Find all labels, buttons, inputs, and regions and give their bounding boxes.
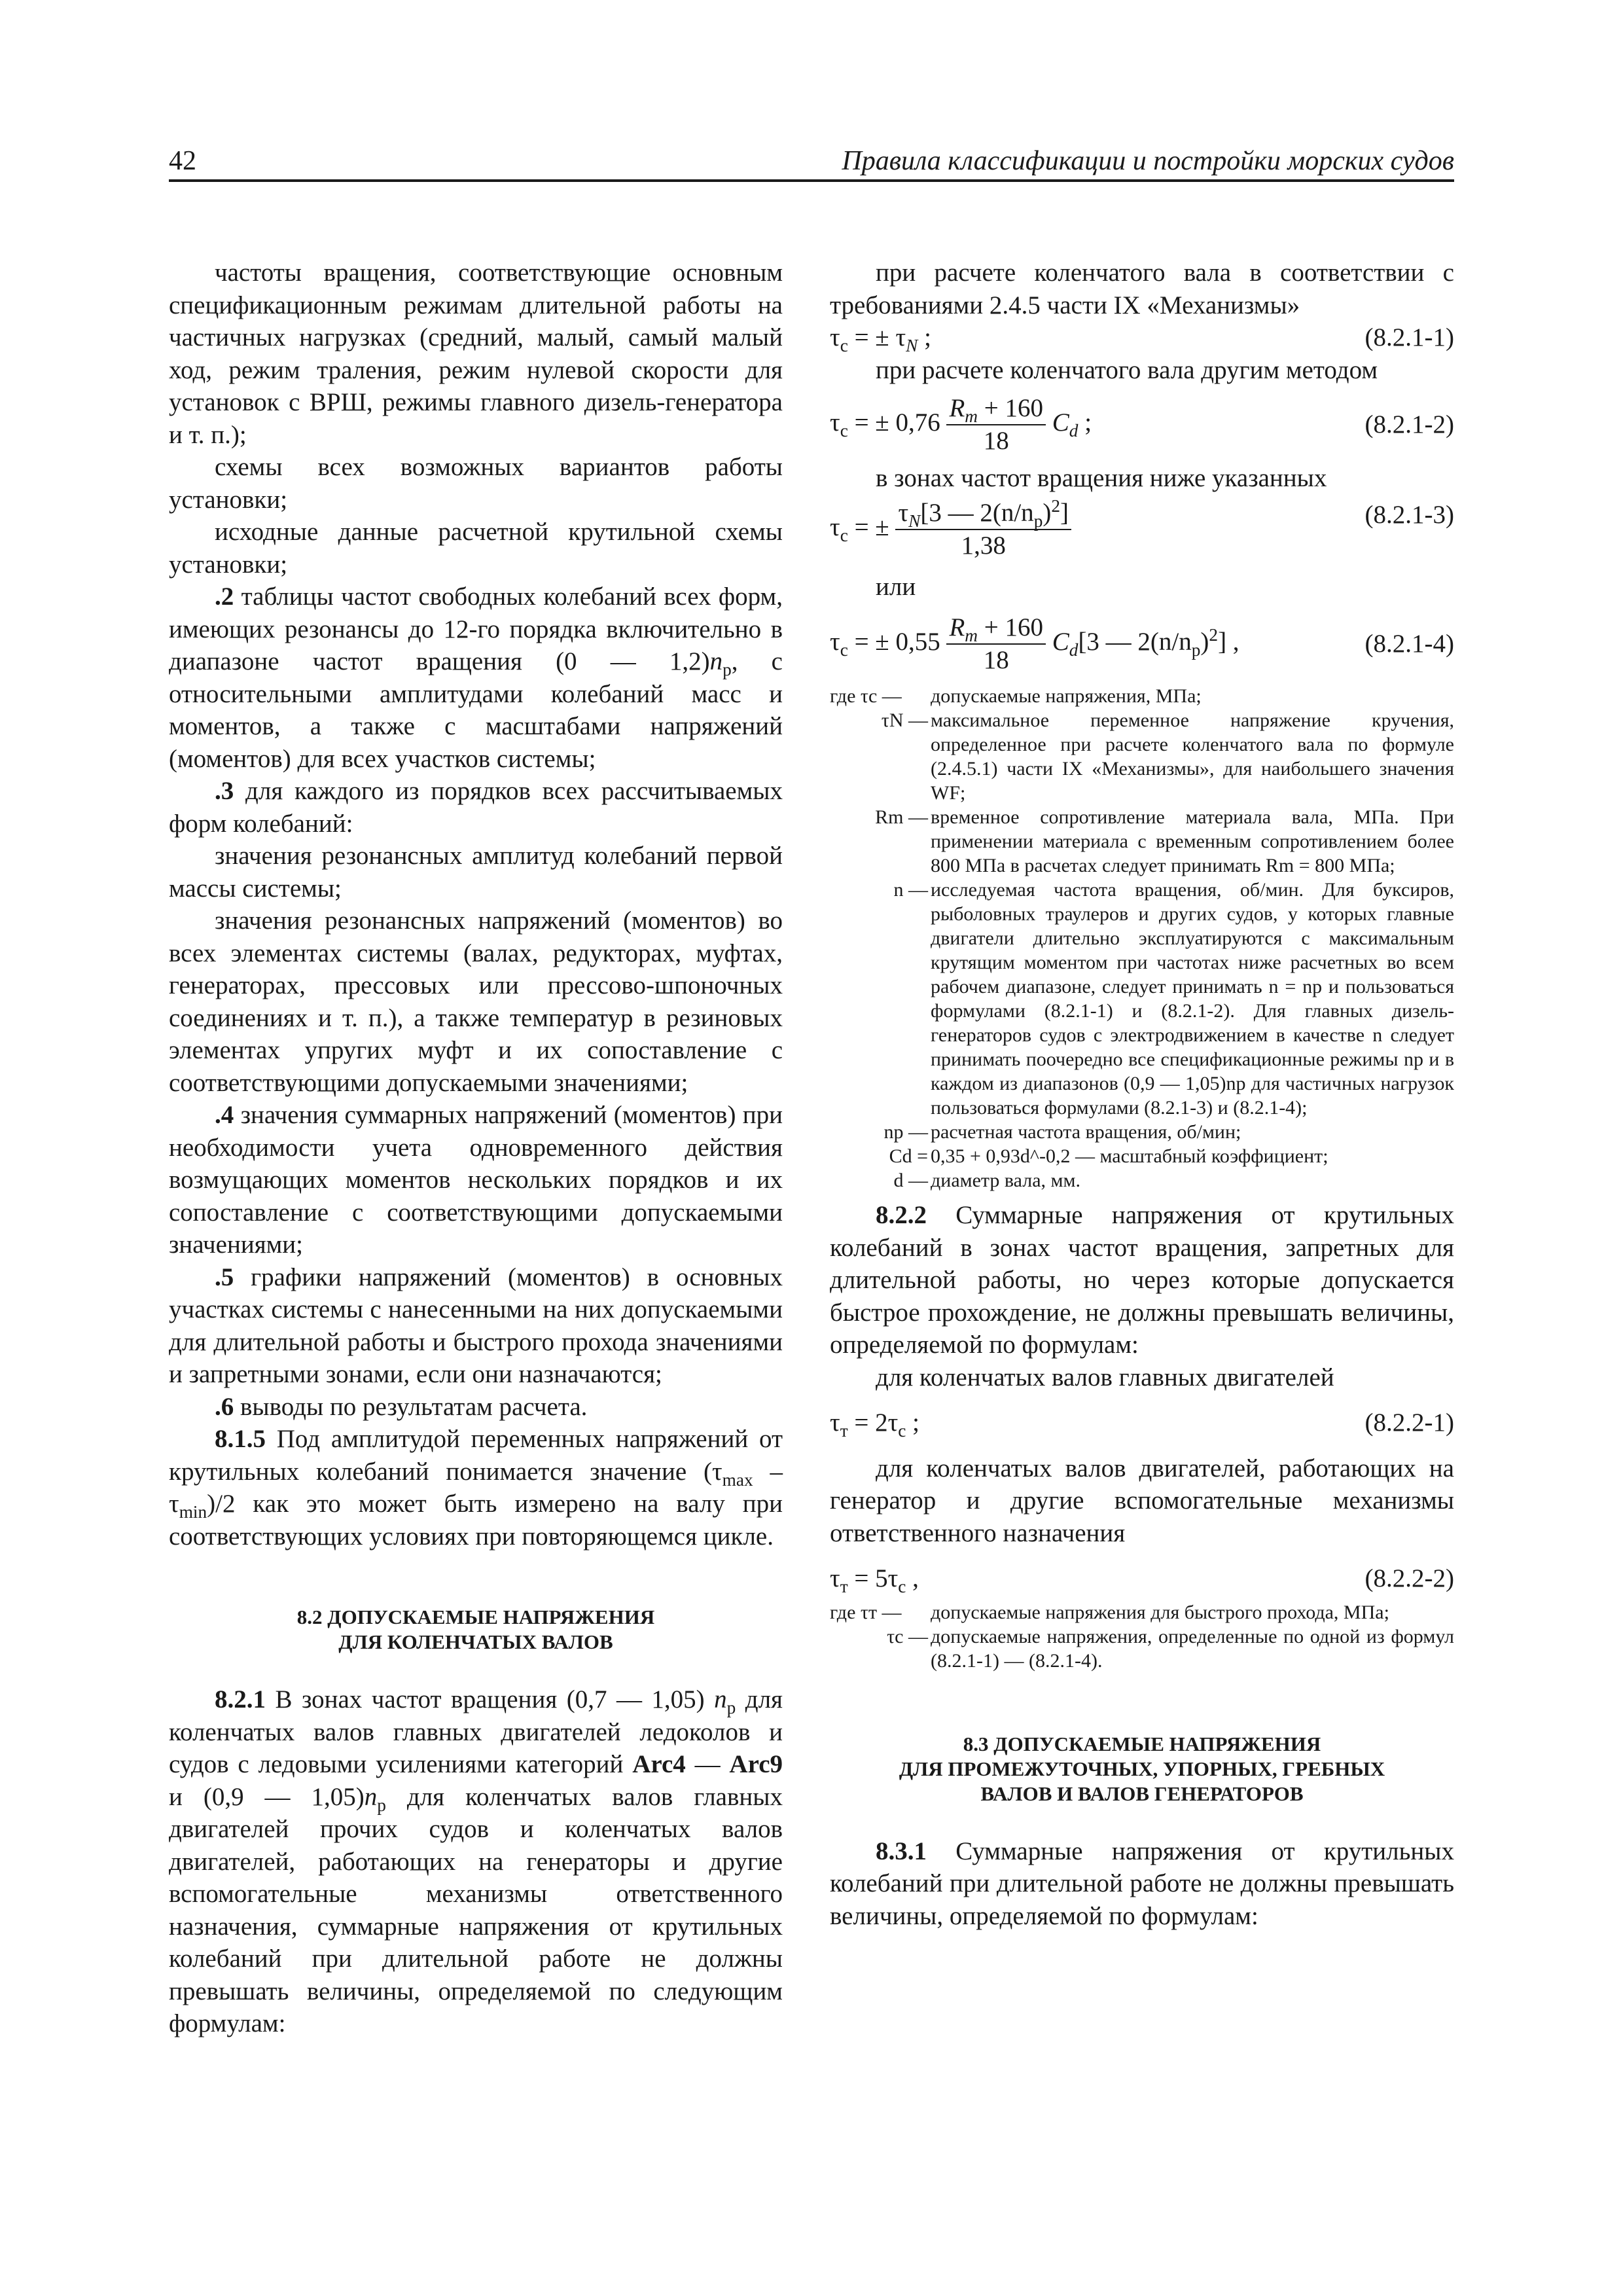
item-number: .2 bbox=[215, 583, 234, 611]
legend-row: τc — допускаемые напряжения, определенные по одной из формул (8.2.1-1) — (8.2.1-4). bbox=[887, 1625, 1454, 1672]
paragraph: 8.1.5 Под амплитудой переменных напряжений от крутильных колебаний понимается значение $(\tau_{max} - \tau_{min})/2$ как это может быть измерено на валу при соответствующих условиях при повторяющемся цикле. bbox=[169, 1425, 783, 1551]
paragraph: значения резонансных напряжений (моментов) во всех элементах системы (валах, редукторах, муфтах, генераторах, прессовых или прессово-шпоночных соединениях и т. п.), а также температур в резиновых элементах упругих муфт и их сопоставление с соответствующими допускаемыми значениями; bbox=[169, 906, 783, 1097]
paragraph: частоты вращения, соответствующие основным спецификационным режимам длительной работы на частичных нагрузках (средний, малый, самый малый ход, режим траления, режим нулевой скорости для установок с ВРШ, режимы главного дизель-генератора и т. п.); bbox=[169, 259, 783, 449]
running-title: Правила классификации и постройки морских судов bbox=[842, 146, 1454, 176]
clause-number: 8.2.1 bbox=[215, 1685, 266, 1713]
legend-row: d — диаметр вала, мм. bbox=[893, 1170, 1081, 1191]
paragraph: .2 таблицы частот свободных колебаний всех форм, имеющих резонансы до 12-го порядка включительно в диапазоне частот вращения (0 — $1,2)n_р$, с относительными амплитудами колебаний масс и моментов, а также с масштабами напряжений (моментов) для всех участков системы; bbox=[169, 583, 783, 773]
page-number: 42 bbox=[169, 146, 196, 176]
clause-number: 8.1.5 bbox=[215, 1425, 266, 1453]
paragraph: значения резонансных амплитуд колебаний первой массы системы; bbox=[169, 842, 783, 903]
legend-row: Cd = 0,35 + 0,93d^-0,2 — масштабный коэффициент; bbox=[889, 1145, 1329, 1167]
section-title: 8.3 ДОПУСКАЕМЫЕ НАПРЯЖЕНИЯ ДЛЯ ПРОМЕЖУТОЧНЫХ, УПОРНЫХ, ГРЕБНЫХ ВАЛОВ И ВАЛОВ ГЕНЕРАТОРОВ bbox=[899, 1732, 1385, 1805]
clause-number: 8.2.2 bbox=[876, 1201, 927, 1229]
paragraph: схемы всех возможных вариантов работы установки; bbox=[169, 453, 783, 514]
formula-8-2-1-3: $\tau_c$ = ± $\frac{\tau_N[3 — 2(n/n_р)^2]}{1,38}$ (8.2.1-3) bbox=[830, 495, 1454, 560]
paragraph: .5 графики напряжений (моментов) в основных участках системы с нанесенными на них допускаемыми для длительной работы и быстрого прохода значениями и запретными зонами, если они назначаются; bbox=[169, 1263, 783, 1388]
item-number: .4 bbox=[215, 1101, 234, 1129]
paragraph: .3 для каждого из порядков всех рассчитываемых форм колебаний: bbox=[169, 777, 783, 838]
paragraph: при расчете коленчатого вала другим методом bbox=[876, 355, 1378, 384]
paragraph: при расчете коленчатого вала в соответствии с требованиями 2.4.5 части IX «Механизмы» bbox=[830, 259, 1454, 319]
legend-8-2-1 bbox=[830, 684, 1454, 1193]
paragraph: 8.3.1 Суммарные напряжения от крутильных колебаний при длительной работе не должны превышать величины, определяемой по формулам: bbox=[830, 1837, 1454, 1930]
equation-number: (8.2.1-3) bbox=[1364, 500, 1454, 529]
legend-row: nр — расчетная частота вращения, об/мин; bbox=[883, 1121, 1241, 1143]
paragraph: исходные данные расчетной крутильной схемы установки; bbox=[169, 518, 783, 579]
paragraph: 8.2.2 Суммарные напряжения от крутильных колебаний в зонах частот вращения, запретных для длительной работы, но через которые допускается быстрое прохождение, не должны превышать величины, определяемой по формулам: bbox=[830, 1201, 1454, 1359]
section-title: 8.2 ДОПУСКАЕМЫЕ НАПРЯЖЕНИЯ ДЛЯ КОЛЕНЧАТЫХ ВАЛОВ bbox=[296, 1605, 655, 1653]
legend-8-2-2 bbox=[830, 1600, 1454, 1673]
item-number: .5 bbox=[215, 1263, 234, 1291]
paragraph: .4 значения суммарных напряжений (моментов) при необходимости учета одновременного действия возмущающих моментов нескольких порядков и их сопоставление с соответствующими допускаемыми значениями; bbox=[169, 1101, 783, 1259]
legend-row: где τc — допускаемые напряжения, МПа; bbox=[830, 685, 1202, 707]
paragraph: в зонах частот вращения ниже указанных bbox=[876, 464, 1327, 492]
clause-number: 8.3.1 bbox=[876, 1837, 927, 1865]
right-column bbox=[830, 257, 1454, 1932]
legend-row: n — исследуемая частота вращения, об/мин. Для буксиров, рыболовных траулеров и других судов, у которых главные двигатели длительно эксплуатируются с максимальным крутящим моментом при частотах ниже расчетных во всем рабочем диапазоне, следует принимать n = nр и пользоваться формулами (8.2.1-1) и (8.2.1-2). Для главных дизель-генераторов судов с электродвижением в качестве n следует принимать поочередно все спецификационные режимы nр и в каждом из диапазонов (0,9 — 1,05)nр для частичных нагрузок пользоваться формулами (8.2.1-3) и (8.2.1-4); bbox=[893, 879, 1454, 1119]
formula-8-2-1-2: $\tau_c$ = ± 0,76 $\frac{R_m + 160}{18}$ $C_d$ ; (8.2.1-2) bbox=[830, 394, 1454, 455]
left-column bbox=[169, 257, 783, 2040]
item-number: .3 bbox=[215, 777, 234, 805]
legend-row: где τт — допускаемые напряжения для быстрого прохода, МПа; bbox=[830, 1601, 1389, 1623]
paragraph: .6 выводы по результатам расчета. bbox=[215, 1392, 588, 1421]
header-rule bbox=[169, 179, 1454, 182]
formula-8-2-2-1: $\tau_т = 2\tau_c$ ; (8.2.2-1) bbox=[830, 1407, 1454, 1439]
legend-row: Rm — временное сопротивление материала вала, МПа. При применении материала с временным сопротивлением более 800 МПа в расчетах следует принимать Rm = 800 МПа; bbox=[875, 806, 1454, 876]
formula-8-2-2-2: $\tau_т = 5\tau_c$ , (8.2.2-2) bbox=[830, 1562, 1454, 1595]
paragraph: 8.2.1 В зонах частот вращения (0,7 — 1,05) $n_р$ для коленчатых валов главных двигателей ледоколов и судов с ледовыми усилениями категорий Arc4 — Arc9 и (0,9 — $1,05)n_р$ для коленчатых валов главных двигателей прочих судов и коленчатых валов двигателей, работающих на генераторы и другие вспомогательные механизмы ответственного назначения, суммарные напряжения от крутильных колебаний при длительной работе не должны превышать величины, определяемой по следующим формулам: bbox=[169, 1685, 783, 2037]
formula-8-2-1-1: $\tau_c$ = ± $\tau_N$ ; (8.2.1-1) bbox=[830, 321, 1454, 354]
paragraph: для коленчатых валов главных двигателей bbox=[876, 1363, 1334, 1391]
equation-number: (8.2.2-1) bbox=[1364, 1408, 1454, 1437]
formula-8-2-1-4: $\tau_c$ = ± 0,55 $\frac{R_m + 160}{18}$ $C_d[3$ — $2(n/n_р)^2$] , (8.2.1-4) bbox=[830, 613, 1454, 674]
equation-number: (8.2.1-2) bbox=[1364, 410, 1454, 439]
item-number: .6 bbox=[215, 1392, 234, 1421]
paragraph: для коленчатых валов двигателей, работающих на генератор и другие вспомогательные механизмы ответственного назначения bbox=[830, 1454, 1454, 1547]
equation-number: (8.2.2-2) bbox=[1364, 1564, 1454, 1592]
equation-number: (8.2.1-1) bbox=[1364, 323, 1454, 351]
equation-number: (8.2.1-4) bbox=[1364, 630, 1454, 658]
legend-row: τN — максимальное переменное напряжение кручения, определенное при расчете коленчатого вала по формуле (2.4.5.1) части IX «Механизмы», для наибольшего значения WF; bbox=[881, 709, 1454, 804]
paragraph: или bbox=[876, 572, 916, 601]
